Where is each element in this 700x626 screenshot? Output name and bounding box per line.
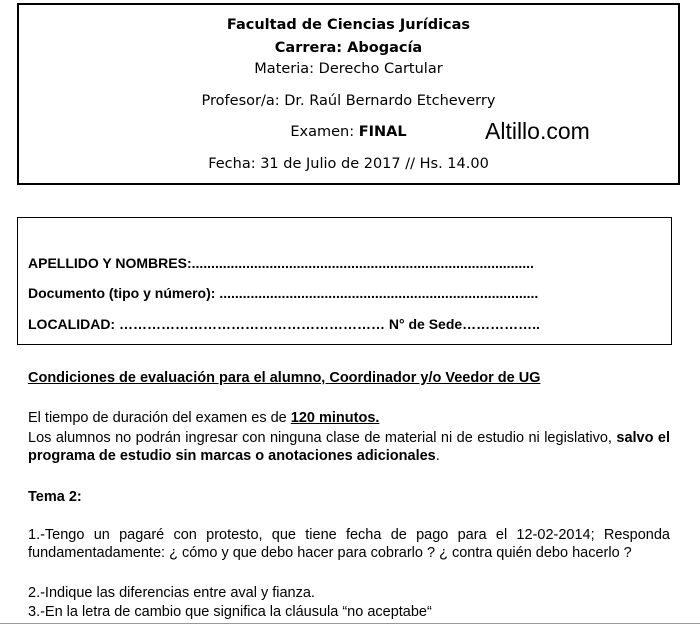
material-bold: salvo el programa de estudio sin marcas o anotaciones adicionales xyxy=(28,430,671,464)
tema-title: Tema 2: xyxy=(28,489,82,505)
date-line: Fecha: 31 de Julio de 2017 // Hs. 14.00 xyxy=(208,156,489,172)
conditions-title: Condiciones de evaluación para el alumno, Coordinador y/o Veedor de UG xyxy=(28,370,541,386)
professor-line: Profesor/a: Dr. Raúl Bernardo Etcheverry xyxy=(201,93,496,109)
faculty-title: Facultad de Ciencias Jurídicas xyxy=(226,17,471,33)
duration-prefix: El tiempo de duración del examen es de xyxy=(28,410,291,426)
exam-value: FINAL xyxy=(358,124,407,140)
duration-line xyxy=(28,409,670,427)
name-field[interactable]: APELLIDO Y NOMBRES:........................................................................................ xyxy=(28,255,534,271)
altillo-watermark: Altillo.com xyxy=(485,118,590,144)
question-2: 2.-Indique las diferencias entre aval y fianza. xyxy=(28,585,315,601)
subject-line: Materia: Derecho Cartular xyxy=(254,61,443,77)
locality-field[interactable]: LOCALIDAD: ………………………………………………… N° de Sede…………….. xyxy=(28,316,540,332)
material-end: . xyxy=(435,448,440,464)
duration-value: 120 minutos. xyxy=(290,410,380,426)
material-text: Los alumnos no podrán ingresar con ninguna clase de material ni de estudio ni legislativo, xyxy=(28,430,617,446)
page-bottom-rule xyxy=(0,623,700,624)
exam-label: Examen: xyxy=(290,124,355,140)
question-3: 3.-En la letra de cambio que significa la cláusula “no aceptabe“ xyxy=(28,604,432,620)
student-data-box xyxy=(17,217,672,345)
document-field[interactable]: Documento (tipo y número): .................................................................................. xyxy=(28,285,539,301)
question-1: 1.-Tengo un pagaré con protesto, que tiene fecha de pago para el 12-02-2014; Responda fundamentadamente: ¿ cómo y que debo hacer para cobrarlo ? ¿ contra quién debo hacerlo ? xyxy=(28,527,670,561)
exam-header-box xyxy=(17,3,680,185)
career-title: Carrera: Abogacía xyxy=(274,40,423,56)
material-rule xyxy=(28,429,670,465)
